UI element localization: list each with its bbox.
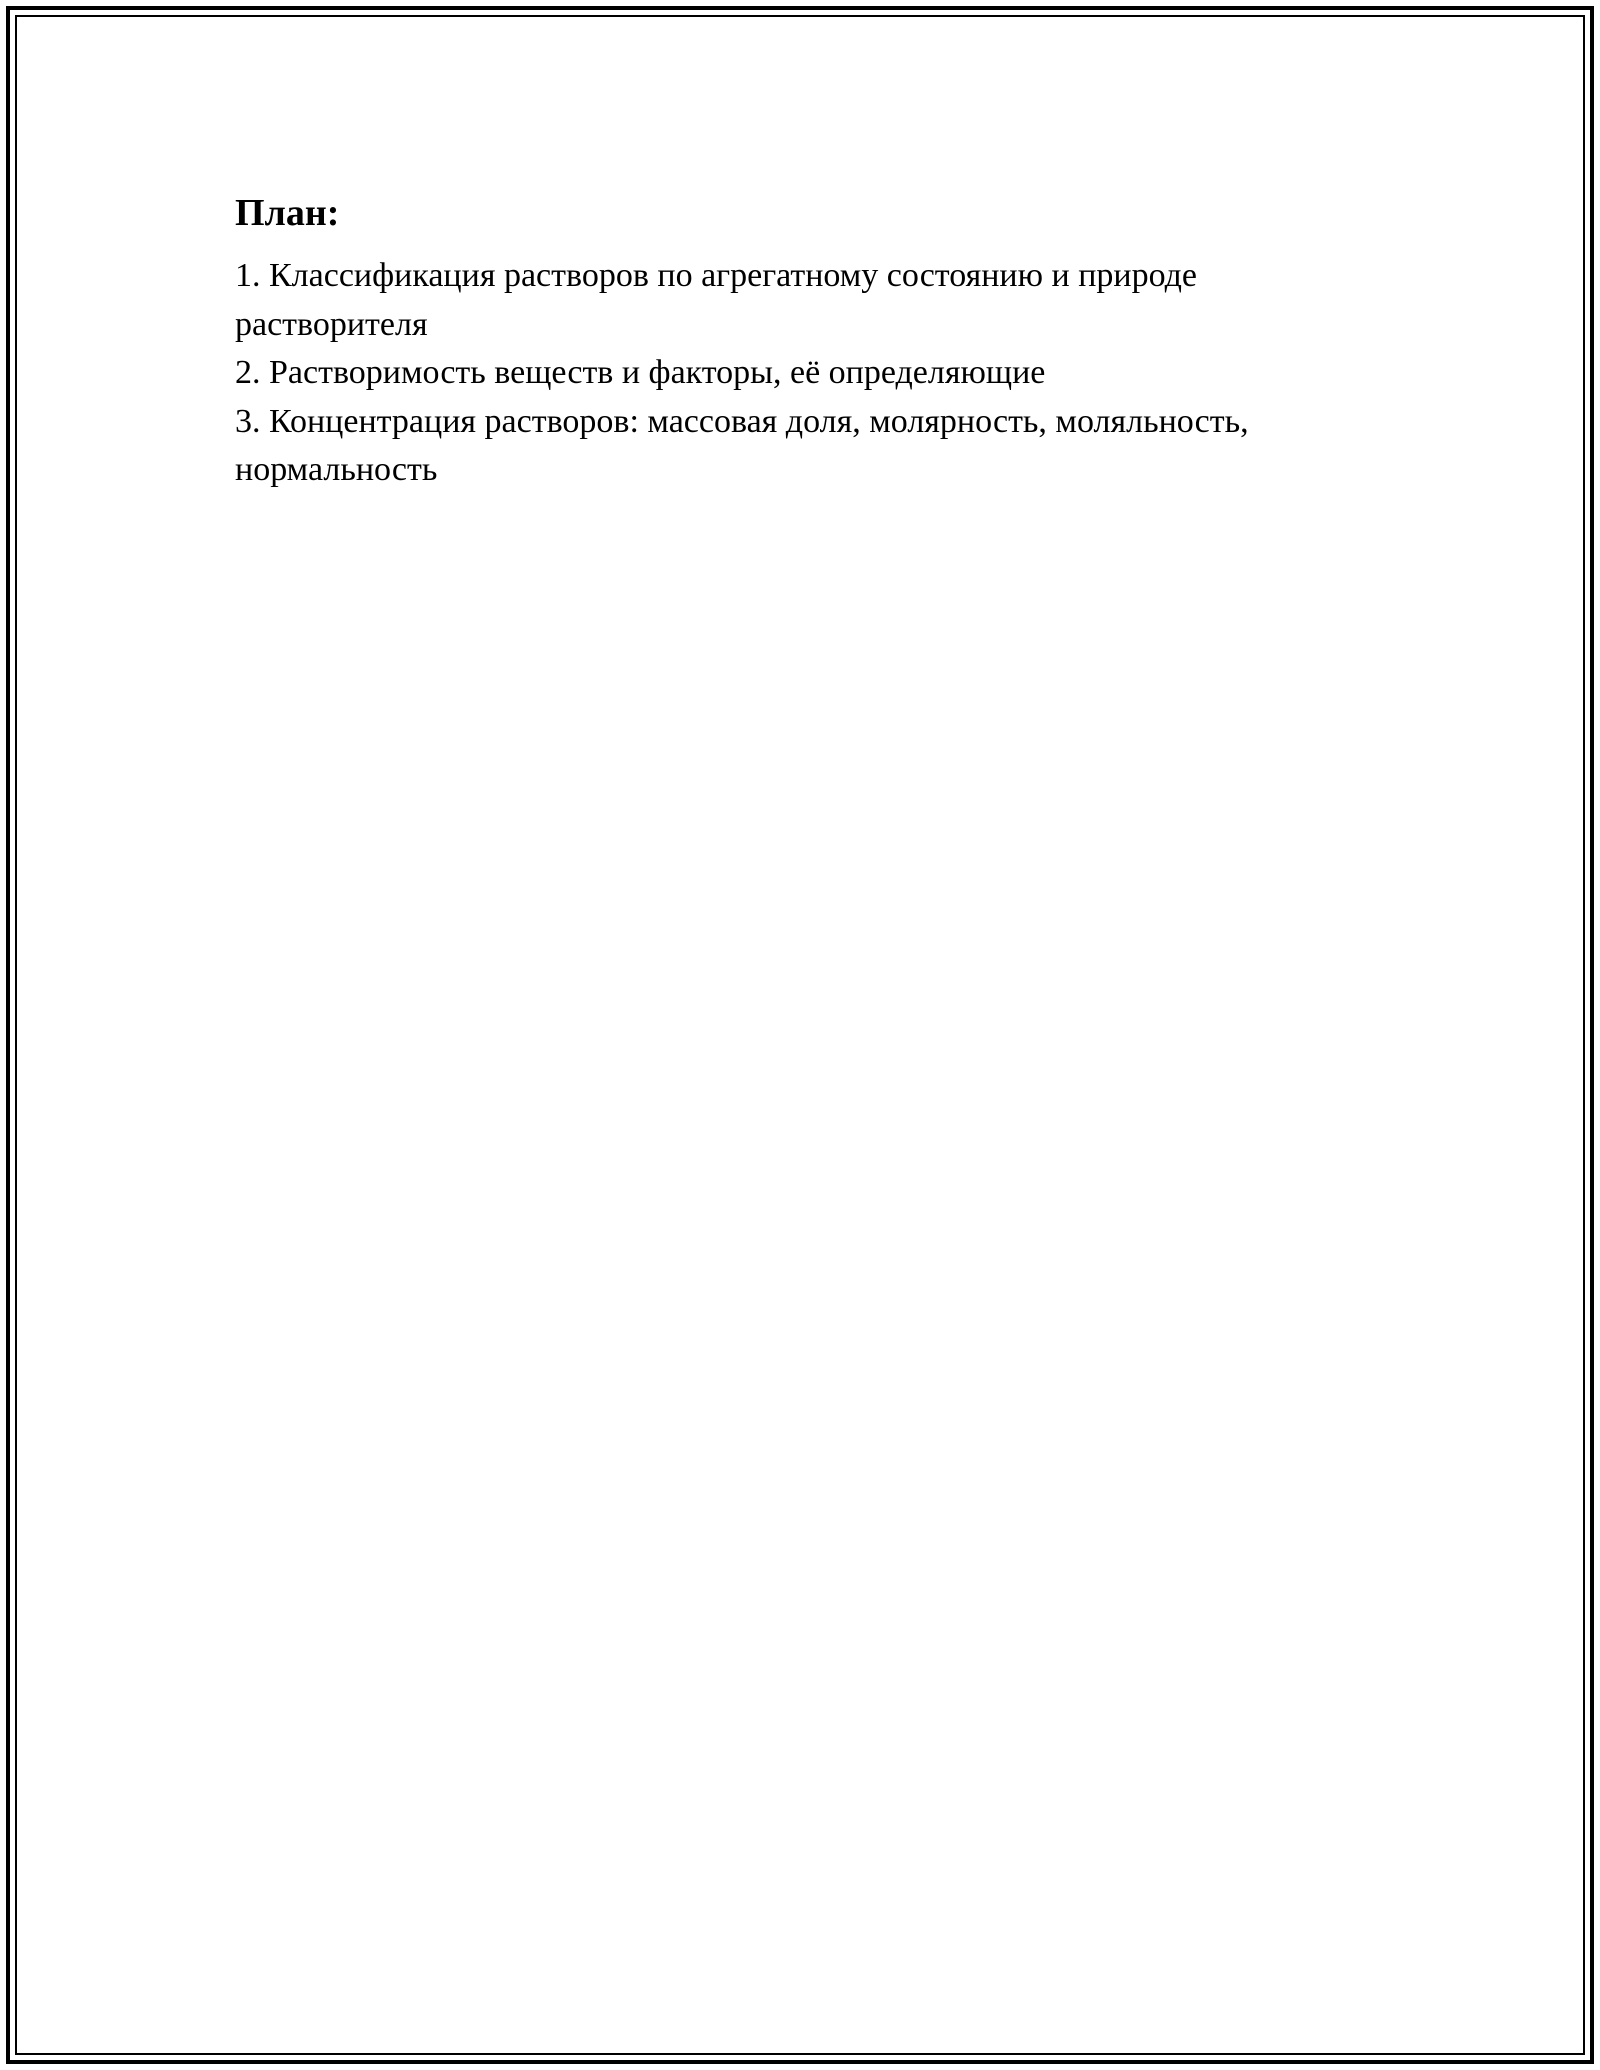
plan-title: План: (235, 192, 340, 234)
plan-list (235, 252, 1385, 495)
plan-item-2: 2. Растворимость веществ и факторы, её определяющие (235, 354, 1046, 391)
plan-item-1: 1. Классификация растворов по агрегатному состоянию и природе растворителя (235, 257, 1197, 343)
plan-item-3: 3. Концентрация растворов: массовая доля, молярность, моляльность, нормальность (235, 402, 1249, 488)
page-content (235, 186, 1385, 495)
